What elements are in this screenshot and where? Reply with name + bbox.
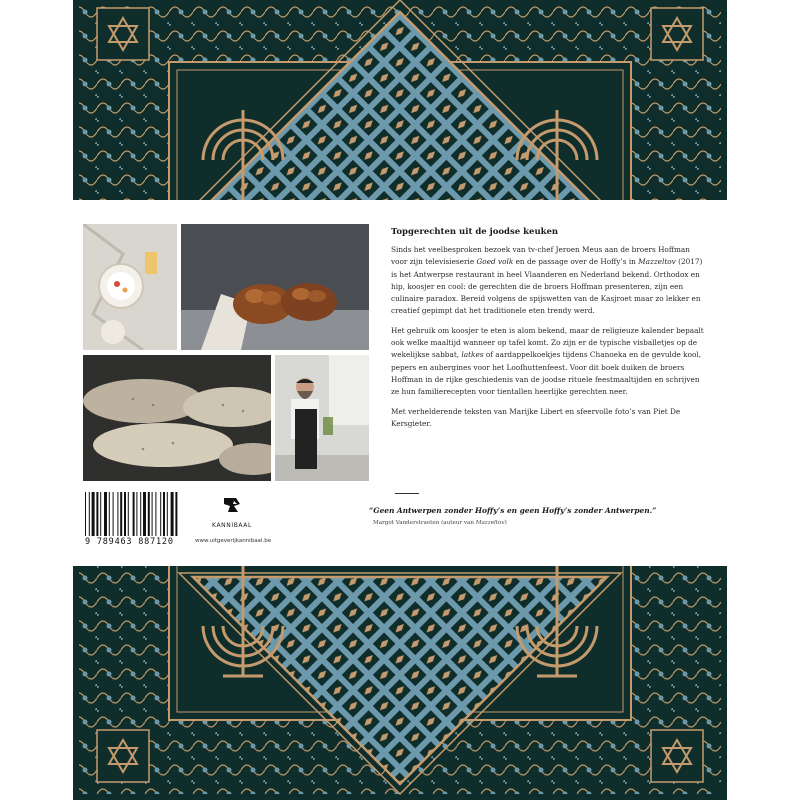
publisher-block <box>197 496 267 529</box>
back-cover-content-panel <box>73 200 727 566</box>
star-of-david-icon <box>97 8 149 60</box>
photo-challah-bread <box>181 224 369 350</box>
blurb-paragraph-1: Sinds het veelbesproken bezoek van tv-chef Jeroen Meus aan de broers Hoffman voor zijn televisieserie Goed volk en de passage over de Hoffy’s in Mazzeltov (2017) is het Antwerpse restaurant in heel Vlaanderen en Nederland bekend. Orthodox en hip, koosjer en cool: de gerechten die de broers Hoffman presenteren, zijn een culinaire paradox. Bereid volgens de spijswetten van de Kasjroet maar zo lekker en creatief gepimpt dat het traditionele eten trendy werd. <box>391 245 703 316</box>
blurb-paragraph-3: Met verhelderende teksten van Marijke Libert en sfeervolle foto’s van Piet De Kersgieter. <box>391 406 681 428</box>
blurb-text <box>391 227 707 437</box>
quote-attribution: Margot Vanderstraeten (auteur van Mazzeltov) <box>373 520 507 526</box>
publisher-url: www.uitgeverijkannibaal.be <box>195 538 272 544</box>
star-of-david-icon <box>651 730 703 782</box>
photo-table-setting <box>83 224 177 350</box>
publisher-name: KANNIBAAL <box>212 522 252 529</box>
bottom-ornamental-pattern <box>73 566 727 800</box>
kannibaal-logo-icon <box>222 496 242 514</box>
isbn-barcode <box>85 492 191 548</box>
blurb-quote: “Geen Antwerpen zonder Hoffy’s en geen Hoffy’s zonder Antwerpen.” <box>369 506 657 515</box>
book-back-cover <box>73 0 727 800</box>
photo-chef-in-kitchen <box>275 355 369 481</box>
divider-line <box>395 493 419 494</box>
star-of-david-icon <box>651 8 703 60</box>
isbn-number: 9 789463 887120 <box>85 537 174 547</box>
star-of-david-icon <box>97 730 149 782</box>
photo-matzah <box>83 355 271 481</box>
blurb-heading: Topgerechten uit de joodse keuken <box>391 227 559 237</box>
blurb-paragraph-2: Het gebruik om koosjer te eten is alom bekend, maar de religieuze kalender bepaalt ook welke maaltijd wanneer op tafel komt. Zo zijn er de typische visballetjes op de wekelijkse sabbat, latkes of aardappelkoekjes tijdens Chanoeka en de gevulde kool, pepers en aubergines voor het Loofhuttenfeest. Voor dit boek duiken de broers Hoffman in de rijke geschiedenis van de joodse rituele feestmaaltijden en schrijven ze hun familierecepten voor tientallen heerlijke gerechten neer. <box>391 325 704 397</box>
top-ornamental-pattern <box>73 0 727 200</box>
